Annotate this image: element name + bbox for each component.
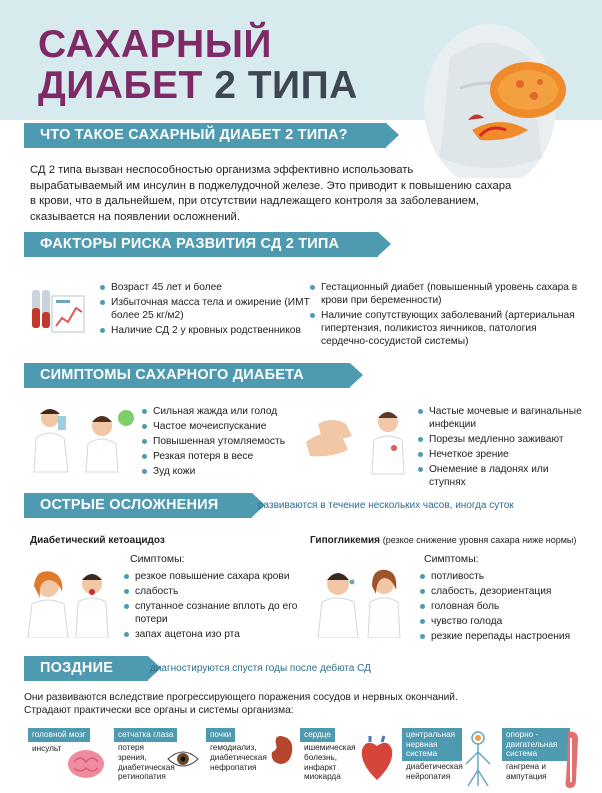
list-item: спутанное сознание вплоть до его потери (124, 600, 300, 626)
heart-icon (358, 734, 396, 784)
late-note: диагностируются спустя годы после дебюта СД (150, 663, 371, 674)
list-item: головная боль (420, 600, 590, 613)
title-line-1: САХАРНЫЙ (38, 23, 272, 66)
section-heading-acute: ОСТРЫЕ ОСЛОЖНЕНИЯ (24, 493, 252, 518)
acute-note: развиваются в течение нескольких часов, иногда суток (258, 500, 514, 511)
list-item: Наличие СД 2 у кровных родственников (100, 324, 310, 337)
brain-icon (66, 744, 106, 784)
list-item: Повышенная утомляемость (142, 435, 302, 448)
list-item: потливость (420, 570, 590, 583)
symptoms-list-left (142, 405, 302, 480)
hypo-list (420, 570, 590, 645)
list-item: Частое мочеиспускание (142, 420, 302, 433)
title-line-2b: 2 ТИПА (214, 64, 358, 107)
sweaty-man-icon (312, 562, 408, 638)
hypo-symptoms-label: Симптомы: (424, 553, 479, 565)
list-item: Онемение в ладонях или ступнях (418, 463, 586, 489)
list-item: слабость (124, 585, 300, 598)
kidney-icon (268, 734, 294, 766)
list-item: Порезы медленно заживают (418, 433, 586, 446)
late-card-musculoskeletal: опорно - двигательная система гангрена и ампутация (502, 728, 586, 788)
woman-headache-icon (22, 562, 112, 638)
list-item: Избыточная масса тела и ожирение (ИМТ более 25 кг/м2) (100, 296, 310, 322)
list-item: запах ацетона изо рта (124, 628, 300, 641)
list-item: чувство голода (420, 615, 590, 628)
what-paragraph: СД 2 типа вызван неспособностью организма эффективно использовать вырабатываемый им инсулин в поджелудочной железе. Это приводит к повышению сахара в крови, что в дальнейшем, при отсутствии надлежащего контроля за заболеванием, сказывается на появлении осложнений. (30, 164, 512, 223)
leg-bone-icon (562, 730, 584, 790)
late-paragraph: Они развиваются вследствие прогрессирующего поражения сосудов и нервных окончаний. Страдают практически все органы и системы организма: (24, 692, 458, 716)
list-item: резкие перепады настроения (420, 630, 590, 643)
list-item: Возраст 45 лет и более (100, 281, 310, 294)
late-card-cns: центральная нервная система диабетическая нейропатия (402, 728, 496, 788)
keto-list (124, 570, 300, 643)
page-title (38, 24, 358, 106)
list-item: Зуд кожи (142, 465, 302, 478)
list-item: Частые мочевые и вагинальные инфекции (418, 405, 586, 431)
hypo-title-wrap: Гипогликемия (резкое снижение уровня сахара ниже нормы) (310, 535, 577, 546)
section-heading-risk: ФАКТОРЫ РИСКА РАЗВИТИЯ СД 2 ТИПА (24, 232, 378, 257)
section-heading-late: ПОЗДНИЕ (24, 656, 148, 681)
section-heading-symptoms: СИМПТОМЫ САХАРНОГО ДИАБЕТА (24, 363, 350, 388)
list-item: резкое повышение сахара крови (124, 570, 300, 583)
eye-icon (166, 748, 200, 770)
list-item: Сильная жажда или голод (142, 405, 302, 418)
lab-tubes-icon (30, 282, 88, 334)
tired-feet-icon (302, 402, 414, 476)
section-heading-what: ЧТО ТАКОЕ САХАРНЫЙ ДИАБЕТ 2 ТИПА? (24, 123, 386, 148)
late-card-eye: сетчатка глаза потеря зрения, диабетическая ретинопатия (114, 728, 200, 788)
list-item: Резкая потеря в весе (142, 450, 302, 463)
symptoms-list-right (418, 405, 586, 491)
risk-list-left (100, 281, 310, 339)
keto-title: Диабетический кетоацидоз (30, 535, 165, 546)
risk-list-right (310, 281, 580, 350)
list-item: слабость, дезориентация (420, 585, 590, 598)
list-item: Нечеткое зрение (418, 448, 586, 461)
keto-symptoms-label: Симптомы: (130, 553, 185, 565)
list-item: Наличие сопутствующих заболеваний (артериальная гипертензия, поликистоз яичников, патология сердечно-сосудистой системы) (310, 309, 580, 348)
thirsty-man-icon (28, 402, 138, 474)
late-card-brain: головной мозг инсульт (28, 728, 110, 788)
nervous-system-icon (462, 730, 494, 788)
torso-pancreas-illustration (410, 18, 580, 178)
late-card-heart: сердце ишемическая болезнь, инфаркт миокарда (300, 728, 396, 788)
late-card-kidney: почки гемодиализ, диабетическая нефропатия (206, 728, 294, 788)
title-line-2a: ДИАБЕТ (38, 64, 203, 107)
list-item: Гестационный диабет (повышенный уровень сахара в крови при беременности) (310, 281, 580, 307)
